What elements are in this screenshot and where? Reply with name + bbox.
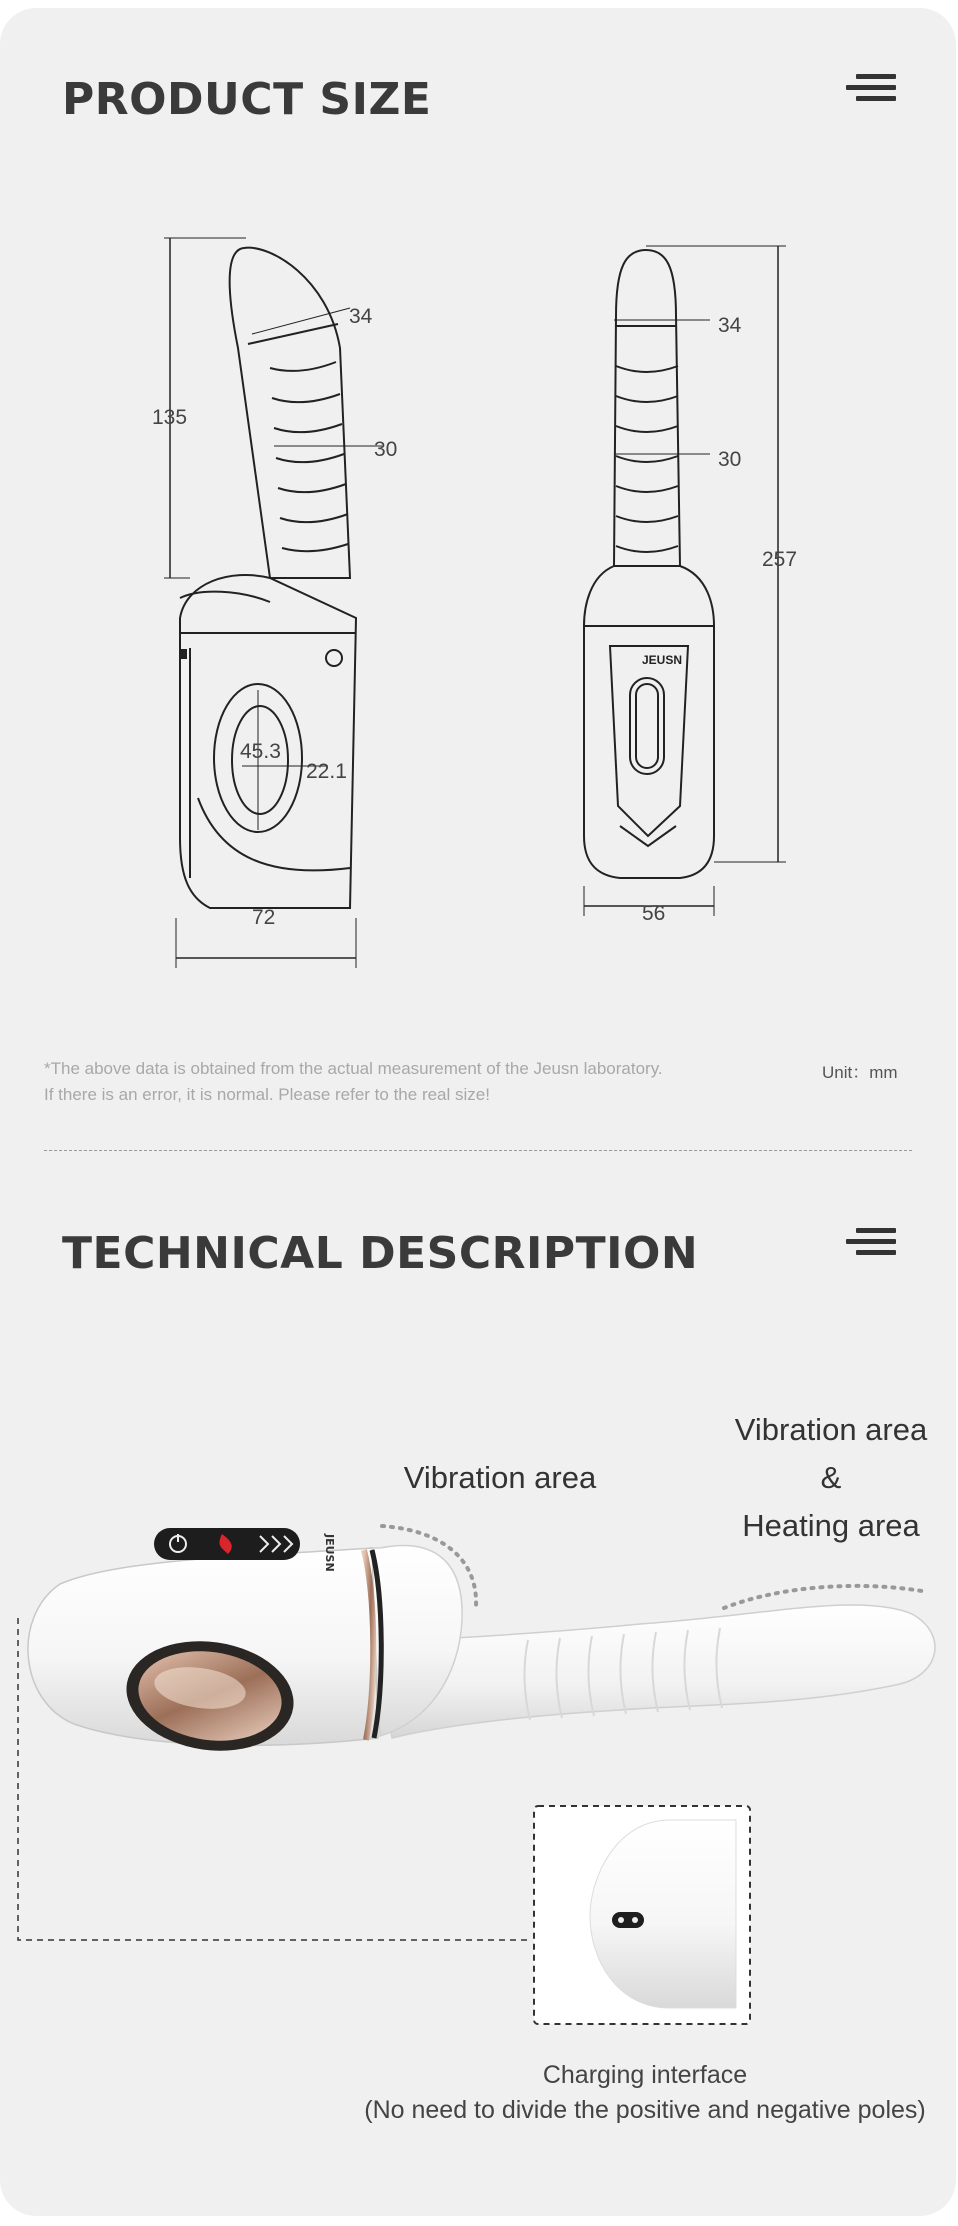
dim-total-length-257: 257 (762, 548, 798, 571)
dim-shaft-width-30-front: 30 (718, 448, 742, 471)
front-view-drawing (580, 246, 800, 926)
measurement-note (44, 1056, 663, 1108)
dim-base-width-56: 56 (642, 902, 666, 925)
technical-description-title: TECHNICAL DESCRIPTION (62, 1228, 699, 1279)
dim-base-width-72: 72 (252, 906, 276, 929)
right-label-line-2: & (820, 1460, 842, 1495)
product-render (0, 1488, 956, 2048)
charging-caption (360, 2058, 930, 2128)
unit-label: Unit：mm (822, 1063, 898, 1082)
dim-tip-width-34-side: 34 (349, 305, 373, 328)
vibration-area-label: Vibration area (403, 1460, 597, 1495)
charging-title: Charging interface (542, 2061, 748, 2089)
dim-tip-width-34-front: 34 (718, 314, 742, 337)
render-brand: JEUSN (323, 1534, 336, 1572)
section-divider (44, 1150, 912, 1151)
charging-note: (No need to divide the positive and negative poles) (364, 2096, 926, 2124)
product-card (0, 8, 956, 2216)
note-line-1: *The above data is obtained from the actual measurement of the Jeusn laboratory. (44, 1059, 663, 1078)
right-label-line-3: Heating area (742, 1508, 920, 1543)
dim-shaft-width-30-side: 30 (374, 438, 398, 461)
note-line-2: If there is an error, it is normal. Please refer to the real size! (44, 1085, 490, 1104)
menu-lines-icon[interactable] (846, 1228, 896, 1258)
right-label-line-1: Vibration area (734, 1412, 928, 1447)
side-view-drawing (150, 238, 380, 938)
product-size-title: PRODUCT SIZE (62, 74, 432, 125)
dim-length-135: 135 (152, 406, 188, 429)
dim-window-height: 45.3 (240, 740, 281, 763)
front-view-brand: JEUSN (642, 653, 683, 667)
menu-lines-icon[interactable] (846, 74, 896, 104)
dim-window-width: 22.1 (306, 760, 347, 783)
